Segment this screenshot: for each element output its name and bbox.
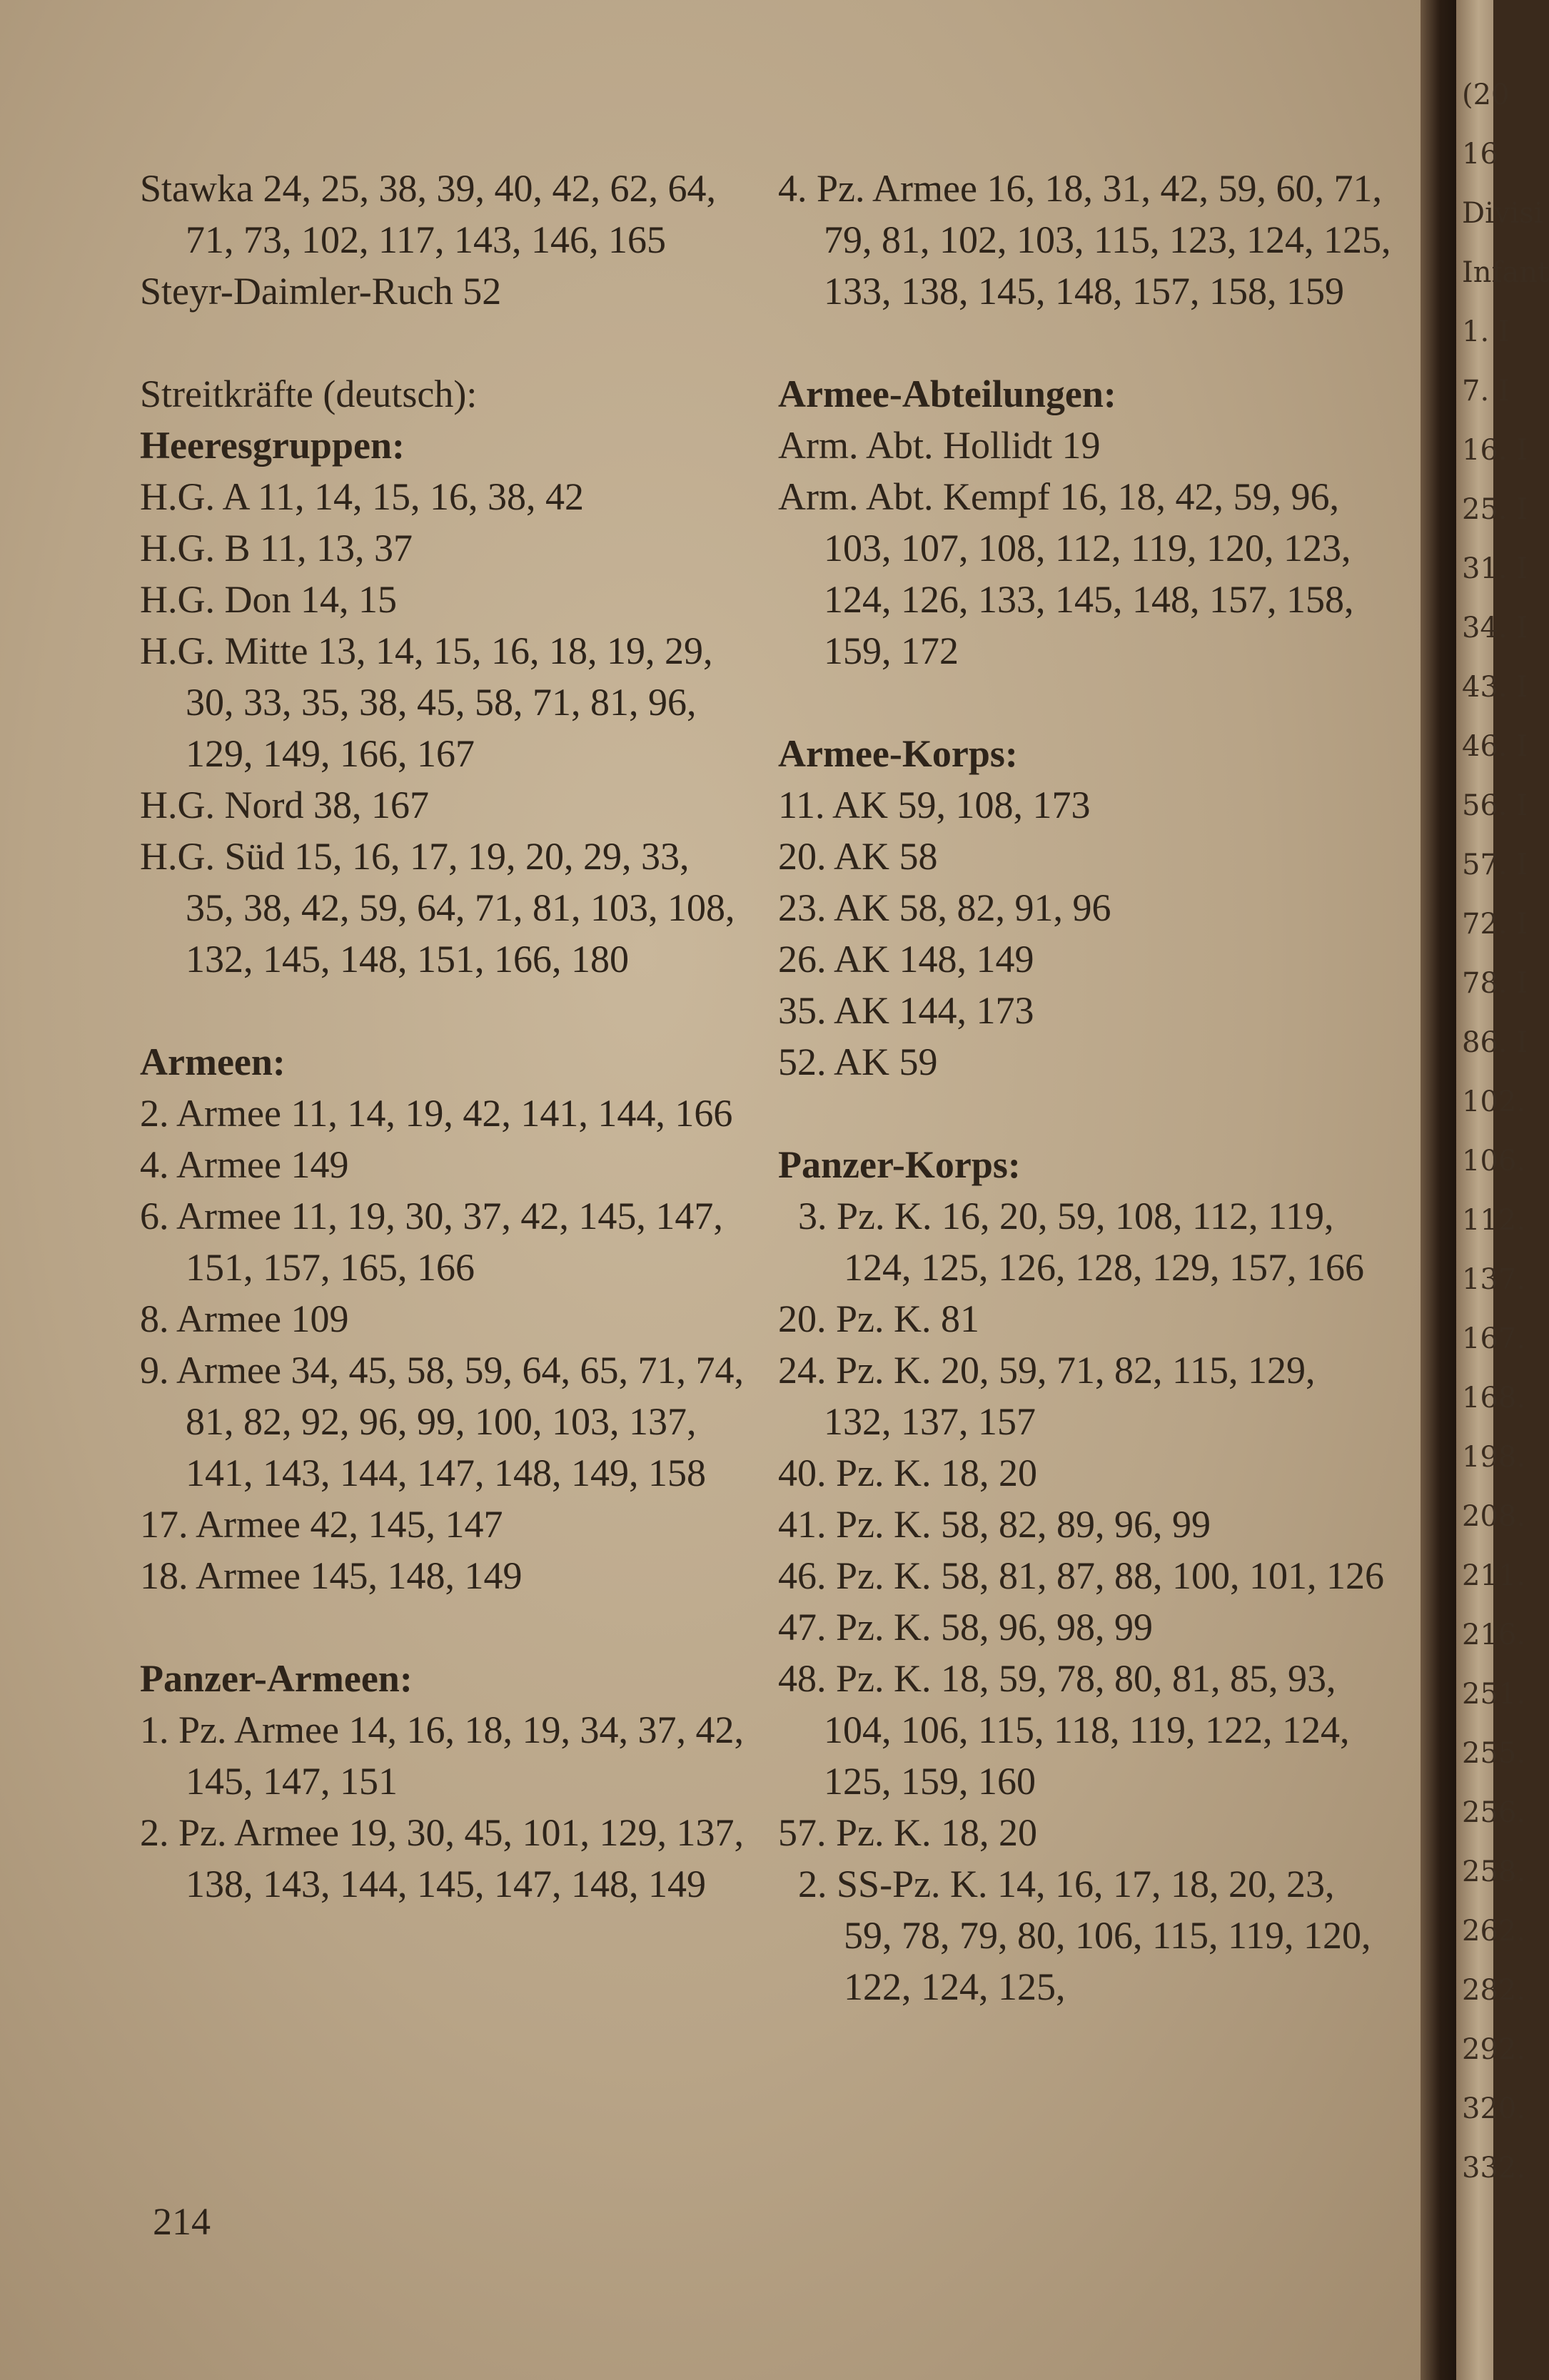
index-entry: 1. Pz. Armee 14, 16, 18, 19, 34, 37, 42, 145, 147, 151: [140, 1708, 744, 1803]
index-entry: 11. AK 59, 108, 173: [778, 784, 1091, 826]
index-entry: H.G. B 11, 13, 37: [140, 527, 413, 569]
next-page-fragment: 208.: [1462, 1500, 1526, 1533]
group-heading-heeresgruppen: Heeresgruppen:: [140, 424, 405, 467]
next-page-fragment: 256.: [1462, 1796, 1526, 1829]
group-heading-armee-korps: Armee-Korps:: [778, 732, 1018, 775]
index-entry: Arm. Abt. Kempf 16, 18, 42, 59, 96, 103, 107, 108, 112, 119, 120, 123, 124, 126, 133, 145, 148, 157, 158, 159, 172: [778, 475, 1354, 672]
group-heading-armeen: Armeen:: [140, 1040, 286, 1083]
index-entry: 26. AK 148, 149: [778, 938, 1034, 981]
next-page-fragment: 7. I: [1462, 375, 1510, 407]
index-entry: 18. Armee 145, 148, 149: [140, 1554, 523, 1597]
index-column-right: [778, 163, 1392, 2012]
next-page-fragment: 46. I: [1462, 730, 1528, 763]
next-page-fragment: (20: [1462, 79, 1510, 111]
index-entry: 46. Pz. K. 58, 81, 87, 88, 100, 101, 126: [778, 1554, 1384, 1597]
next-page-fragment: 255.: [1462, 1737, 1526, 1770]
index-entry: H.G. Mitte 13, 14, 15, 16, 18, 19, 29, 30, 33, 35, 38, 45, 58, 71, 81, 96, 129, 149, 166, 167: [140, 629, 713, 775]
group-heading-panzer-armeen: Panzer-Armeen:: [140, 1657, 413, 1700]
index-entry: 52. AK 59: [778, 1040, 938, 1083]
index-entry: 4. Armee 149: [140, 1143, 349, 1186]
next-page-fragment: 320.: [1462, 2092, 1526, 2125]
index-entry: 23. AK 58, 82, 91, 96: [778, 886, 1111, 929]
next-page-fragment: 16. I: [1462, 434, 1528, 467]
next-page-fragment: 16: [1462, 138, 1498, 171]
next-page-fragment: 78. I: [1462, 967, 1528, 1000]
index-entry: 2. SS-Pz. K. 14, 16, 17, 18, 20, 23, 59, 78, 79, 80, 106, 115, 119, 120, 122, 124, 125,: [798, 1863, 1371, 2008]
index-entry: 35. AK 144, 173: [778, 989, 1034, 1032]
next-page-edge: [1456, 0, 1549, 2380]
next-page-fragment: 332.: [1462, 2152, 1526, 2184]
next-page-fragment: 198.: [1462, 1441, 1526, 1474]
next-page-fragment: 57. I: [1462, 849, 1528, 881]
spacer: [778, 677, 1392, 728]
spacer: [140, 1601, 747, 1653]
index-entry: 24. Pz. K. 20, 59, 71, 82, 115, 129, 132, 137, 157: [778, 1349, 1316, 1443]
next-page-fragment: 102.: [1462, 1085, 1526, 1118]
index-entry: 2. Pz. Armee 19, 30, 45, 101, 129, 137, 138, 143, 144, 145, 147, 148, 149: [140, 1811, 744, 1905]
index-entry: 2. Armee 11, 14, 19, 42, 141, 144, 166: [140, 1092, 733, 1135]
index-entry: H.G. A 11, 14, 15, 16, 38, 42: [140, 475, 585, 518]
next-page-fragment: 211.: [1462, 1559, 1526, 1592]
index-entry: Stawka 24, 25, 38, 39, 40, 42, 62, 64, 71, 73, 102, 117, 143, 146, 165: [140, 167, 716, 261]
index-entry: 40. Pz. K. 18, 20: [778, 1452, 1037, 1494]
spacer: [778, 1088, 1392, 1139]
index-entry: Steyr-Daimler-Ruch 52: [140, 270, 502, 313]
spacer: [778, 317, 1392, 368]
page-number: 214: [153, 2200, 211, 2243]
next-page-fragment: 258.: [1462, 1855, 1526, 1888]
index-entry: 4. Pz. Armee 16, 18, 31, 42, 59, 60, 71, 79, 81, 102, 103, 115, 123, 124, 125, 133, 138, 145, 148, 157, 158, 159: [778, 167, 1391, 313]
index-entry: H.G. Don 14, 15: [140, 578, 397, 621]
next-page-fragment: 1. I: [1462, 315, 1510, 348]
section-title: Streitkräfte (deutsch):: [140, 373, 478, 415]
index-column-left: [140, 163, 747, 1910]
index-entry: 9. Armee 34, 45, 58, 59, 64, 65, 71, 74, 81, 82, 92, 96, 99, 100, 103, 137, 141, 143, 144, 147, 148, 149, 158: [140, 1349, 744, 1494]
next-page-fragment: 216.: [1462, 1619, 1526, 1651]
index-entry: 48. Pz. K. 18, 59, 78, 80, 81, 85, 93, 104, 106, 115, 118, 119, 122, 124, 125, 159, 160: [778, 1657, 1350, 1803]
next-page-fragment: 86. I: [1462, 1026, 1528, 1059]
next-page-fragment: 25. I: [1462, 493, 1528, 526]
group-heading-panzer-korps: Panzer-Korps:: [778, 1143, 1021, 1186]
index-entry: 6. Armee 11, 19, 30, 37, 42, 145, 147, 151, 157, 165, 166: [140, 1195, 723, 1289]
index-entry: 57. Pz. K. 18, 20: [778, 1811, 1037, 1854]
next-page-fragment: Infant: [1462, 256, 1549, 289]
spacer: [140, 985, 747, 1036]
index-entry: 20. Pz. K. 81: [778, 1297, 979, 1340]
index-entry: 17. Armee 42, 145, 147: [140, 1503, 503, 1546]
group-heading-armee-abteilungen: Armee-Abteilungen:: [778, 373, 1116, 415]
next-page-fragment: 43. I: [1462, 671, 1528, 704]
next-page-fragment: 112.: [1462, 1204, 1526, 1237]
index-entry: H.G. Nord 38, 167: [140, 784, 429, 826]
next-page-fragment: 106.: [1462, 1145, 1526, 1178]
index-entry: Arm. Abt. Hollidt 19: [778, 424, 1101, 467]
index-entry: 3. Pz. K. 16, 20, 59, 108, 112, 119, 124, 125, 126, 128, 129, 157, 166: [798, 1195, 1364, 1289]
next-page-fragment: 31. I: [1462, 552, 1528, 585]
index-entry: 20. AK 58: [778, 835, 938, 878]
next-page-fragment: 137.: [1462, 1263, 1526, 1296]
index-entry: 41. Pz. K. 58, 82, 89, 96, 99: [778, 1503, 1211, 1546]
next-page-fragment: 168.: [1462, 1382, 1526, 1414]
spacer: [140, 317, 747, 368]
next-page-fragment: 292.: [1462, 2033, 1526, 2066]
next-page-fragment: 251.: [1462, 1678, 1526, 1711]
next-page-fragment: 262.: [1462, 1915, 1526, 1948]
index-entry: 47. Pz. K. 58, 96, 98, 99: [778, 1606, 1153, 1649]
index-entry: H.G. Süd 15, 16, 17, 19, 20, 29, 33, 35, 38, 42, 59, 64, 71, 81, 103, 108, 132, 145, 148, 151, 166, 180: [140, 835, 735, 981]
next-page-fragment: 282.: [1462, 1974, 1526, 2007]
next-page-fragment: 56. I: [1462, 789, 1528, 822]
index-entry: 8. Armee 109: [140, 1297, 349, 1340]
next-page-fragment: 34. I: [1462, 612, 1528, 644]
next-page-fragment: 167.: [1462, 1322, 1526, 1355]
next-page-fragment: Divisi: [1462, 197, 1543, 230]
next-page-fragment: 72. I: [1462, 908, 1528, 941]
